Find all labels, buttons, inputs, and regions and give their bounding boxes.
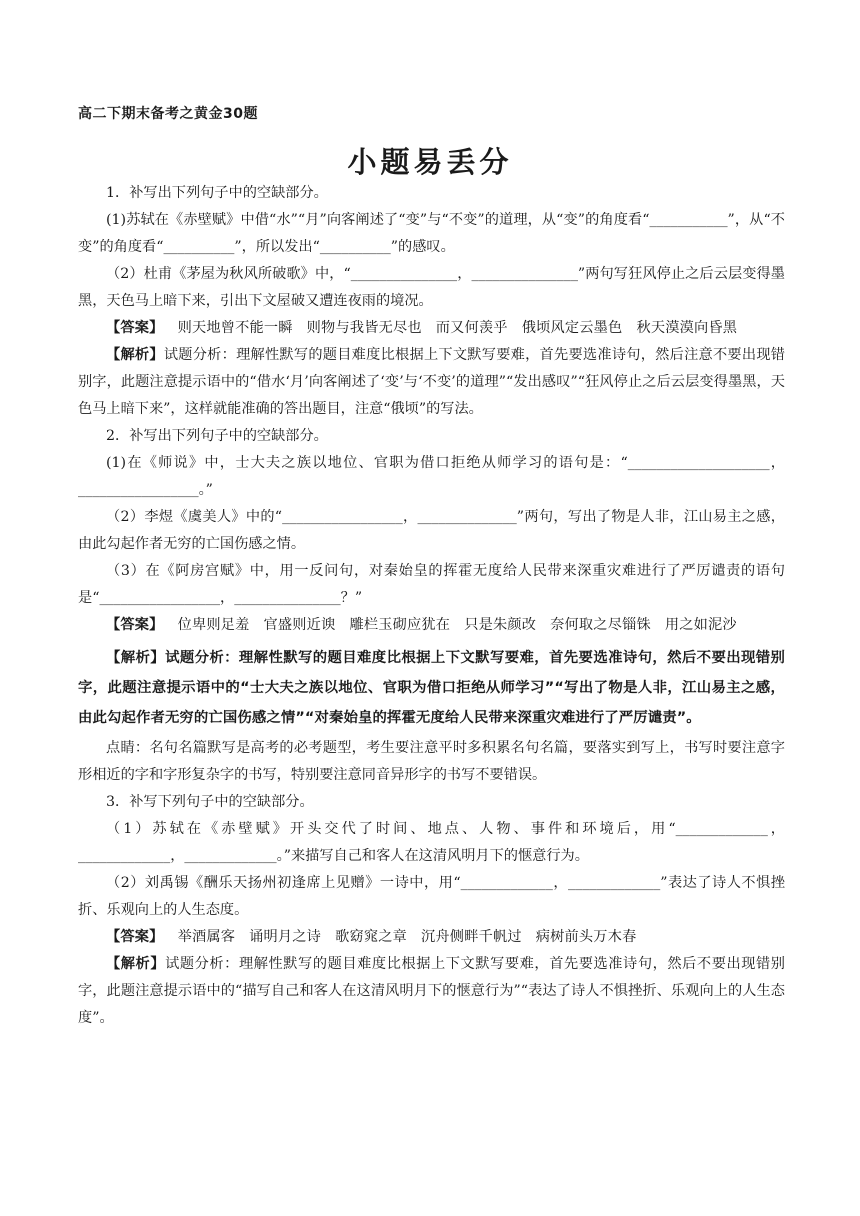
answer-item: 沉舟侧畔千帆过 xyxy=(421,929,522,945)
q2-analysis xyxy=(78,643,785,733)
answer-item: 举酒属客 xyxy=(177,929,236,945)
q3-answer xyxy=(78,924,785,951)
q3-stem: 3．补写下列句子中的空缺部分。 xyxy=(106,794,314,810)
analysis-label: 【解析】 xyxy=(106,347,164,363)
analysis-label: 【解析】 xyxy=(106,650,166,666)
answer-label: 【答案】 xyxy=(106,617,164,633)
q2-part2: （2）李煜《虞美人》中的“_________________，______________”两句，写出了物是人非，江山易主之感，由此勾起作者无穷的亡国伤感之情。 xyxy=(78,509,785,552)
document-title: 小题易丢分 xyxy=(347,145,513,179)
answer-item: 奈何取之尽锱铢 xyxy=(550,617,651,633)
q2-stem: 2．补写出下列句子中的空缺部分。 xyxy=(106,428,328,444)
q1-analysis xyxy=(78,342,785,423)
answer-item: 秋天漠漠向昏黑 xyxy=(636,320,738,336)
q2-part1: (1)在《师说》中，士大夫之族以地位、官职为借口拒绝从师学习的语句是：“____________________，_________________。” xyxy=(78,455,785,498)
answer-item: 而又何羡乎 xyxy=(435,320,508,336)
document-body xyxy=(78,180,785,1032)
document-header: 高二下期末备考之黄金30题 xyxy=(78,106,258,122)
answer-item: 歌窈窕之章 xyxy=(335,929,408,945)
answer-item: 官盛则近谀 xyxy=(263,617,336,633)
q1-stem: 1．补写出下列句子中的空缺部分。 xyxy=(106,185,328,201)
q3-part2: （2）刘禹锡《酬乐天扬州初逢席上见赠》一诗中，用“_____________，_____________”表达了诗人不惧挫折、乐观向上的人生态度。 xyxy=(78,875,785,918)
answer-item: 病树前头万木春 xyxy=(535,929,637,945)
answer-label: 【答案】 xyxy=(106,929,164,945)
answer-item: 雕栏玉砌应犹在 xyxy=(349,617,451,633)
analysis-text: 试题分析：理解性默写的题目难度比根据上下文默写要难，首先要选准诗句，然后不要出现错别字，此题注意提示语中的“描写自己和客人在这清风明月下的惬意行为”“表达了诗人不惧挫折、乐观向上的人生态度”。 xyxy=(78,956,785,1026)
answer-label: 【答案】 xyxy=(106,320,164,336)
q1-part2: （2）杜甫《茅屋为秋风所破歌》中，“_______________，_______________”两句写狂风停止之后云层变得墨黑，天色马上暗下来，引出下文屋破又遭连夜雨的境况。 xyxy=(78,266,785,309)
analysis-text: 试题分析：理解性默写的题目难度比根据上下文默写要难，首先要选准诗句，然后不要出现错别字，此题注意提示语中的“士大夫之族以地位、官职为借口拒绝从师学习”“写出了物是人非，江山易主之感，由此勾起作者无穷的亡国伤感之情”“对秦始皇的挥霍无度给人民带来深重灾难进行了严厉谴责”。 xyxy=(78,650,786,726)
answer-item: 俄顷风定云墨色 xyxy=(521,320,623,336)
answer-item: 则天地曾不能一瞬 xyxy=(177,320,293,336)
answer-item: 位卑则足羞 xyxy=(177,617,250,633)
analysis-text: 试题分析：理解性默写的题目难度比根据上下文默写要难，首先要选准诗句，然后注意不要出现错别字，此题注意提示语中的“借水‘月’向客阐述了‘变’与‘不变’的道理”“发出感叹”“狂风停止之后云层变得墨黑，天色马上暗下来”，这样就能准确的答出题目，注意“俄顷”的写法。 xyxy=(78,347,785,417)
q2-answer xyxy=(78,612,785,639)
answer-item: 则物与我皆无尽也 xyxy=(306,320,422,336)
q2-tip: 点睛：名句名篇默写是高考的必考题型，考生要注意平时多积累名句名篇，要落实到写上，书写时要注意字形相近的字和字形复杂字的书写，特别要注意同音异形字的书写不要错误。 xyxy=(78,740,785,783)
q3-part1: （1）苏轼在《赤壁赋》开头交代了时间、地点、人物、事件和环境后，用“_____________，_____________，_____________。”来描写自己和客人在这清风明月下的惬意行为。 xyxy=(78,821,785,864)
analysis-label: 【解析】 xyxy=(106,956,166,972)
answer-item: 诵明月之诗 xyxy=(249,929,322,945)
q1-part1: (1)苏轼在《赤壁赋》中借“水”“月”向客阐述了“变”与“不变”的道理，从“变”的角度看“___________”，从“不变”的角度看“__________”，所以发出“__________”的感叹。 xyxy=(78,212,785,255)
q2-part3: （3）在《阿房宫赋》中，用一反问句，对秦始皇的挥霍无度给人民带来深重灾难进行了严厉谴责的语句是“_________________，_______________？” xyxy=(78,563,785,606)
q1-answer xyxy=(78,315,785,342)
answer-item: 只是朱颜改 xyxy=(464,617,537,633)
q3-analysis xyxy=(78,951,785,1032)
answer-item: 用之如泥沙 xyxy=(664,617,737,633)
